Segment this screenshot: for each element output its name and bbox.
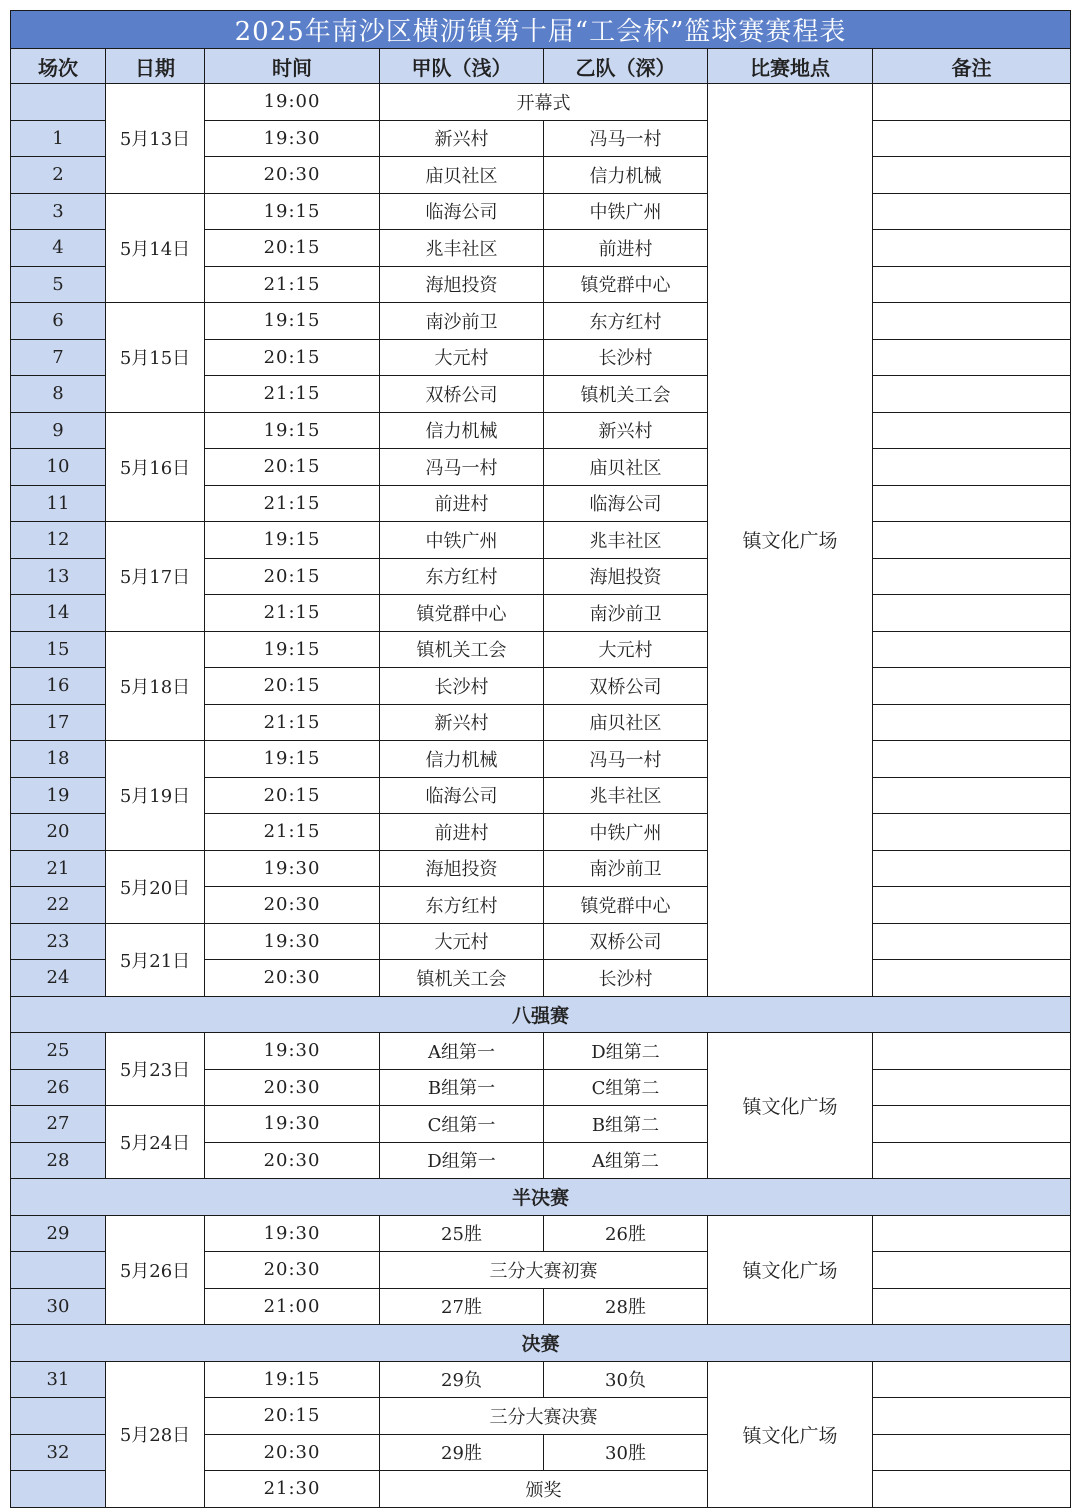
time-cell: 19:30 xyxy=(205,120,380,157)
remarks-cell xyxy=(873,887,1071,924)
remarks-cell xyxy=(873,1288,1071,1325)
time-cell: 21:15 xyxy=(205,376,380,413)
time-cell: 21:15 xyxy=(205,485,380,522)
table-row xyxy=(11,522,1071,559)
game-number-cell: 12 xyxy=(11,522,106,559)
event-cell: 颁奖 xyxy=(380,1471,708,1508)
time-cell: 19:15 xyxy=(205,193,380,230)
away-team-cell: 双桥公司 xyxy=(544,668,708,705)
away-team-cell: 信力机械 xyxy=(544,157,708,194)
home-team-cell: 25胜 xyxy=(380,1215,544,1252)
home-team-cell: A组第一 xyxy=(380,1033,544,1070)
stage-label: 八强赛 xyxy=(11,996,1071,1033)
away-team-cell: 30负 xyxy=(544,1361,708,1398)
event-cell: 三分大赛决赛 xyxy=(380,1398,708,1435)
away-team-cell: B组第二 xyxy=(544,1106,708,1143)
date-cell: 5月26日 xyxy=(106,1215,205,1325)
table-row xyxy=(11,850,1071,887)
game-number-cell: 29 xyxy=(11,1215,106,1252)
away-team-cell: 庙贝社区 xyxy=(544,704,708,741)
table-row xyxy=(11,631,1071,668)
time-cell: 19:15 xyxy=(205,412,380,449)
away-team-cell: 兆丰社区 xyxy=(544,777,708,814)
remarks-cell xyxy=(873,303,1071,340)
remarks-cell xyxy=(873,631,1071,668)
remarks-cell xyxy=(873,704,1071,741)
header-date: 日期 xyxy=(106,49,205,84)
game-number-cell: 8 xyxy=(11,376,106,413)
stage-label: 决赛 xyxy=(11,1325,1071,1362)
home-team-cell: 冯马一村 xyxy=(380,449,544,486)
away-team-cell: 东方红村 xyxy=(544,303,708,340)
time-cell: 21:15 xyxy=(205,595,380,632)
home-team-cell: 信力机械 xyxy=(380,741,544,778)
time-cell: 20:15 xyxy=(205,449,380,486)
header-venue: 比赛地点 xyxy=(708,49,873,84)
game-number-cell xyxy=(11,84,106,121)
home-team-cell: 镇机关工会 xyxy=(380,631,544,668)
date-cell: 5月24日 xyxy=(106,1106,205,1179)
game-number-cell: 3 xyxy=(11,193,106,230)
stage-row xyxy=(11,1179,1071,1216)
header-away-team: 乙队（深） xyxy=(544,49,708,84)
away-team-cell: 大元村 xyxy=(544,631,708,668)
time-cell: 20:30 xyxy=(205,1142,380,1179)
page-title: 2025年南沙区横沥镇第十届“工会杯”篮球赛赛程表 xyxy=(11,11,1071,49)
home-team-cell: B组第一 xyxy=(380,1069,544,1106)
remarks-cell xyxy=(873,84,1071,121)
game-number-cell: 31 xyxy=(11,1361,106,1398)
header-remarks: 备注 xyxy=(873,49,1071,84)
home-team-cell: 兆丰社区 xyxy=(380,230,544,267)
game-number-cell: 9 xyxy=(11,412,106,449)
remarks-cell xyxy=(873,412,1071,449)
date-cell: 5月20日 xyxy=(106,850,205,923)
remarks-cell xyxy=(873,522,1071,559)
game-number-cell: 24 xyxy=(11,960,106,997)
time-cell: 20:15 xyxy=(205,777,380,814)
home-team-cell: 临海公司 xyxy=(380,193,544,230)
time-cell: 20:15 xyxy=(205,558,380,595)
away-team-cell: 镇机关工会 xyxy=(544,376,708,413)
time-cell: 20:15 xyxy=(205,230,380,267)
remarks-cell xyxy=(873,960,1071,997)
home-team-cell: 前进村 xyxy=(380,814,544,851)
header-row xyxy=(11,49,1071,84)
game-number-cell: 7 xyxy=(11,339,106,376)
remarks-cell xyxy=(873,1069,1071,1106)
remarks-cell xyxy=(873,266,1071,303)
remarks-cell xyxy=(873,193,1071,230)
remarks-cell xyxy=(873,741,1071,778)
table-row xyxy=(11,193,1071,230)
game-number-cell: 6 xyxy=(11,303,106,340)
game-number-cell: 15 xyxy=(11,631,106,668)
home-team-cell: 大元村 xyxy=(380,339,544,376)
time-cell: 19:15 xyxy=(205,1361,380,1398)
away-team-cell: 28胜 xyxy=(544,1288,708,1325)
table-row xyxy=(11,741,1071,778)
venue-cell: 镇文化广场 xyxy=(708,1215,873,1325)
game-number-cell: 27 xyxy=(11,1106,106,1143)
game-number-cell: 17 xyxy=(11,704,106,741)
remarks-cell xyxy=(873,339,1071,376)
away-team-cell: 长沙村 xyxy=(544,339,708,376)
date-cell: 5月15日 xyxy=(106,303,205,413)
game-number-cell: 28 xyxy=(11,1142,106,1179)
home-team-cell: 长沙村 xyxy=(380,668,544,705)
game-number-cell: 10 xyxy=(11,449,106,486)
home-team-cell: 东方红村 xyxy=(380,887,544,924)
time-cell: 20:15 xyxy=(205,668,380,705)
away-team-cell: 冯马一村 xyxy=(544,741,708,778)
remarks-cell xyxy=(873,1215,1071,1252)
home-team-cell: C组第一 xyxy=(380,1106,544,1143)
game-number-cell: 16 xyxy=(11,668,106,705)
away-team-cell: 南沙前卫 xyxy=(544,595,708,632)
time-cell: 20:30 xyxy=(205,1252,380,1289)
time-cell: 19:15 xyxy=(205,522,380,559)
home-team-cell: 27胜 xyxy=(380,1288,544,1325)
date-cell: 5月16日 xyxy=(106,412,205,522)
table-row xyxy=(11,923,1071,960)
remarks-cell xyxy=(873,485,1071,522)
remarks-cell xyxy=(873,1033,1071,1070)
header-game-no: 场次 xyxy=(11,49,106,84)
date-cell: 5月13日 xyxy=(106,84,205,194)
time-cell: 19:30 xyxy=(205,1033,380,1070)
game-number-cell: 18 xyxy=(11,741,106,778)
game-number-cell: 32 xyxy=(11,1434,106,1471)
remarks-cell xyxy=(873,376,1071,413)
time-cell: 19:15 xyxy=(205,631,380,668)
away-team-cell: 冯马一村 xyxy=(544,120,708,157)
game-number-cell: 14 xyxy=(11,595,106,632)
remarks-cell xyxy=(873,814,1071,851)
remarks-cell xyxy=(873,1471,1071,1508)
remarks-cell xyxy=(873,157,1071,194)
time-cell: 19:30 xyxy=(205,850,380,887)
remarks-cell xyxy=(873,1398,1071,1435)
game-number-cell xyxy=(11,1471,106,1508)
date-cell: 5月17日 xyxy=(106,522,205,632)
venue-cell: 镇文化广场 xyxy=(708,1033,873,1179)
time-cell: 20:30 xyxy=(205,157,380,194)
away-team-cell: 30胜 xyxy=(544,1434,708,1471)
table-row xyxy=(11,412,1071,449)
stage-row xyxy=(11,1325,1071,1362)
home-team-cell: 镇党群中心 xyxy=(380,595,544,632)
home-team-cell: D组第一 xyxy=(380,1142,544,1179)
game-number-cell: 1 xyxy=(11,120,106,157)
time-cell: 19:30 xyxy=(205,923,380,960)
time-cell: 20:30 xyxy=(205,887,380,924)
remarks-cell xyxy=(873,1106,1071,1143)
game-number-cell xyxy=(11,1398,106,1435)
time-cell: 20:30 xyxy=(205,1434,380,1471)
game-number-cell xyxy=(11,1252,106,1289)
game-number-cell: 19 xyxy=(11,777,106,814)
away-team-cell: 新兴村 xyxy=(544,412,708,449)
away-team-cell: D组第二 xyxy=(544,1033,708,1070)
home-team-cell: 29负 xyxy=(380,1361,544,1398)
table-row xyxy=(11,303,1071,340)
game-number-cell: 26 xyxy=(11,1069,106,1106)
game-number-cell: 25 xyxy=(11,1033,106,1070)
game-number-cell: 20 xyxy=(11,814,106,851)
time-cell: 19:30 xyxy=(205,1106,380,1143)
home-team-cell: 双桥公司 xyxy=(380,376,544,413)
time-cell: 20:30 xyxy=(205,1069,380,1106)
date-cell: 5月28日 xyxy=(106,1361,205,1507)
away-team-cell: 长沙村 xyxy=(544,960,708,997)
game-number-cell: 22 xyxy=(11,887,106,924)
remarks-cell xyxy=(873,777,1071,814)
table-row xyxy=(11,1033,1071,1070)
away-team-cell: 前进村 xyxy=(544,230,708,267)
game-number-cell: 30 xyxy=(11,1288,106,1325)
away-team-cell: 中铁广州 xyxy=(544,814,708,851)
home-team-cell: 临海公司 xyxy=(380,777,544,814)
venue-cell: 镇文化广场 xyxy=(708,84,873,997)
home-team-cell: 新兴村 xyxy=(380,704,544,741)
remarks-cell xyxy=(873,1252,1071,1289)
game-number-cell: 2 xyxy=(11,157,106,194)
away-team-cell: 镇党群中心 xyxy=(544,266,708,303)
date-cell: 5月19日 xyxy=(106,741,205,851)
date-cell: 5月18日 xyxy=(106,631,205,741)
remarks-cell xyxy=(873,1434,1071,1471)
remarks-cell xyxy=(873,230,1071,267)
home-team-cell: 新兴村 xyxy=(380,120,544,157)
event-cell: 开幕式 xyxy=(380,84,708,121)
remarks-cell xyxy=(873,449,1071,486)
time-cell: 19:30 xyxy=(205,1215,380,1252)
away-team-cell: 庙贝社区 xyxy=(544,449,708,486)
game-number-cell: 5 xyxy=(11,266,106,303)
away-team-cell: 中铁广州 xyxy=(544,193,708,230)
remarks-cell xyxy=(873,1361,1071,1398)
table-row xyxy=(11,1215,1071,1252)
away-team-cell: C组第二 xyxy=(544,1069,708,1106)
remarks-cell xyxy=(873,120,1071,157)
header-time: 时间 xyxy=(205,49,380,84)
table-row xyxy=(11,1106,1071,1143)
table-row xyxy=(11,1361,1071,1398)
table-row xyxy=(11,84,1071,121)
away-team-cell: 南沙前卫 xyxy=(544,850,708,887)
home-team-cell: 前进村 xyxy=(380,485,544,522)
away-team-cell: 临海公司 xyxy=(544,485,708,522)
time-cell: 20:15 xyxy=(205,1398,380,1435)
remarks-cell xyxy=(873,558,1071,595)
date-cell: 5月21日 xyxy=(106,923,205,996)
remarks-cell xyxy=(873,668,1071,705)
event-cell: 三分大赛初赛 xyxy=(380,1252,708,1289)
away-team-cell: 26胜 xyxy=(544,1215,708,1252)
game-number-cell: 11 xyxy=(11,485,106,522)
game-number-cell: 21 xyxy=(11,850,106,887)
home-team-cell: 南沙前卫 xyxy=(380,303,544,340)
game-number-cell: 4 xyxy=(11,230,106,267)
home-team-cell: 大元村 xyxy=(380,923,544,960)
home-team-cell: 海旭投资 xyxy=(380,850,544,887)
time-cell: 19:00 xyxy=(205,84,380,121)
time-cell: 21:15 xyxy=(205,814,380,851)
away-team-cell: A组第二 xyxy=(544,1142,708,1179)
schedule-table xyxy=(10,10,1071,1508)
date-cell: 5月14日 xyxy=(106,193,205,303)
time-cell: 21:00 xyxy=(205,1288,380,1325)
home-team-cell: 信力机械 xyxy=(380,412,544,449)
away-team-cell: 双桥公司 xyxy=(544,923,708,960)
time-cell: 21:30 xyxy=(205,1471,380,1508)
time-cell: 19:15 xyxy=(205,741,380,778)
home-team-cell: 29胜 xyxy=(380,1434,544,1471)
home-team-cell: 东方红村 xyxy=(380,558,544,595)
away-team-cell: 兆丰社区 xyxy=(544,522,708,559)
stage-row xyxy=(11,996,1071,1033)
time-cell: 20:30 xyxy=(205,960,380,997)
game-number-cell: 13 xyxy=(11,558,106,595)
time-cell: 19:15 xyxy=(205,303,380,340)
remarks-cell xyxy=(873,1142,1071,1179)
remarks-cell xyxy=(873,923,1071,960)
home-team-cell: 庙贝社区 xyxy=(380,157,544,194)
time-cell: 20:15 xyxy=(205,339,380,376)
remarks-cell xyxy=(873,850,1071,887)
time-cell: 21:15 xyxy=(205,266,380,303)
away-team-cell: 海旭投资 xyxy=(544,558,708,595)
stage-label: 半决赛 xyxy=(11,1179,1071,1216)
home-team-cell: 海旭投资 xyxy=(380,266,544,303)
venue-cell: 镇文化广场 xyxy=(708,1361,873,1507)
time-cell: 21:15 xyxy=(205,704,380,741)
date-cell: 5月23日 xyxy=(106,1033,205,1106)
away-team-cell: 镇党群中心 xyxy=(544,887,708,924)
game-number-cell: 23 xyxy=(11,923,106,960)
remarks-cell xyxy=(873,595,1071,632)
home-team-cell: 镇机关工会 xyxy=(380,960,544,997)
home-team-cell: 中铁广州 xyxy=(380,522,544,559)
header-home-team: 甲队（浅） xyxy=(380,49,544,84)
